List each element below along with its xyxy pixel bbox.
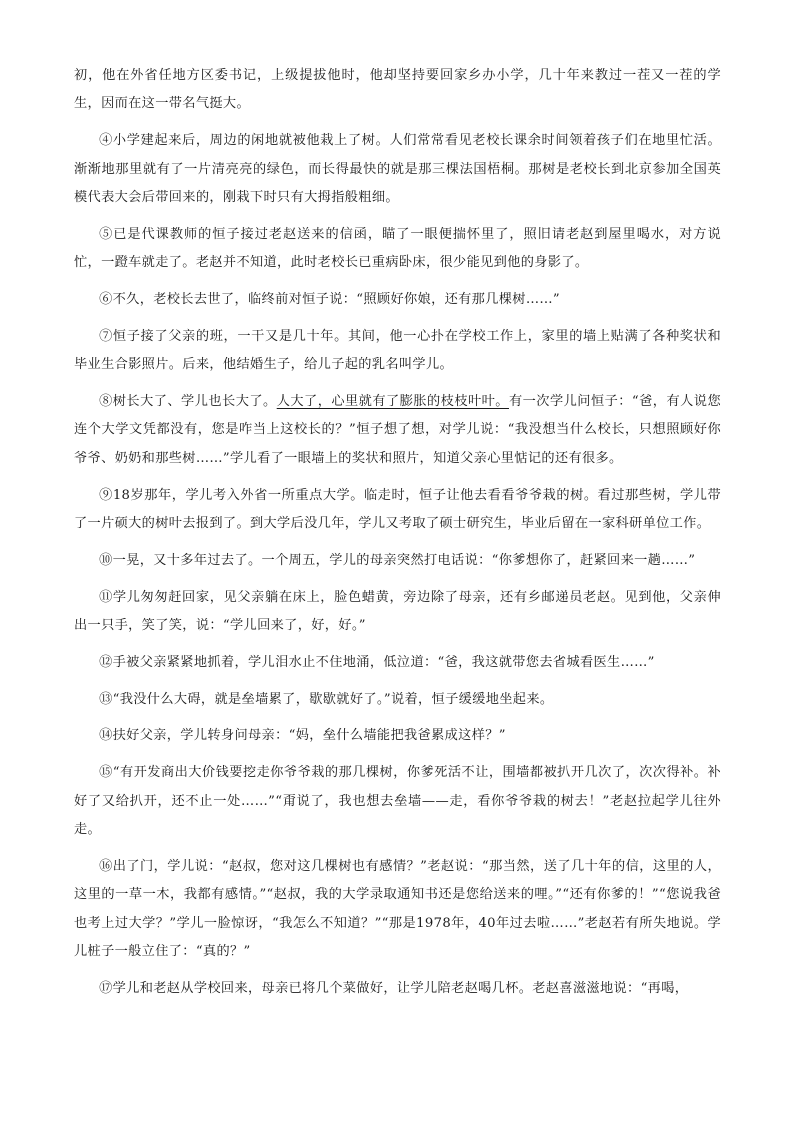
- paragraph-8-before: ⑧树长大了、学儿也长大了。: [99, 394, 277, 410]
- paragraph-13: ⑬“我没什么大碍，就是垒墙累了，歇歇就好了。”说着，恒子缓缓地坐起来。: [99, 691, 554, 707]
- paragraph-5: ⑤已是代课教师的恒子接过老赵送来的信函，瞄了一眼便揣怀里了，照旧请老赵到屋里喝水，对方说忙，一蹬车就走了。老赵并不知道，此时老校长已重病卧床，很少能见到他的身影了。: [74, 226, 721, 271]
- paragraph-17: ⑰学儿和老赵从学校回来，母亲已将几个菜做好，让学儿陪老赵喝几杯。老赵喜滋滋地说：“再喝，: [99, 980, 689, 996]
- story-body: [74, 62, 721, 1012]
- paragraph-15: ⑮“有开发商出大价钱要挖走你爷爷栽的那几棵树，你爹死活不让，围墙都被扒开几次了，次次得补。补好了又给扒开，还不止一处……”“甭说了，我也想去垒墙——走，看你爷爷栽的树去！”老赵拉起学儿往外走。: [74, 765, 721, 838]
- paragraph-6: ⑥不久，老校长去世了，临终前对恒子说：“照顾好你娘，还有那几棵树……”: [99, 292, 560, 308]
- paragraph-14: ⑭扶好父亲，学儿转身问母亲：“妈，垒什么墙能把我爸累成这样？”: [99, 728, 506, 744]
- paragraph-continued: 初，他在外省任地方区委书记，上级提拔他时，他却坚持要回家乡办小学，几十年来教过一茬又一茬的学生，因而在这一带名气挺大。: [74, 68, 721, 112]
- paragraph-11: ⑪学儿匆匆赶回家，见父亲躺在床上，脸色蜡黄，旁边除了母亲，还有乡邮递员老赵。见到他，父亲伸出一只手，笑了笑，说：“学儿回来了，好，好。”: [74, 589, 721, 634]
- paragraph-7: ⑦恒子接了父亲的班，一干又是几十年。其间，他一心扑在学校工作上，家里的墙上贴满了各种奖状和毕业生合影照片。后来，他结婚生子，给儿子起的乳名叫学儿。: [74, 328, 721, 373]
- paragraph-16: ⑯出了门，学儿说：“赵叔，您对这几棵树也有感情？”老赵说：“那当然，送了几十年的信，这里的人，这里的一草一木，我都有感情。”“赵叔，我的大学录取通知书还是您给送来的哩。”“还有你爹的！”“您说我爸也考上过大学？”学儿一脸惊讶，“我怎么不知道？”“那是1978年，40年过去啦……”老赵若有所失地说。学儿桩子一般立住了：“真的？”: [74, 858, 721, 960]
- underlined-sentence: 人大了，心里就有了膨胀的枝枝叶叶。: [276, 394, 509, 410]
- paragraph-8: [74, 388, 721, 473]
- paragraph-9: ⑨18岁那年，学儿考入外省一所重点大学。临走时，恒子让他去看看爷爷栽的树。看过那些树，学儿带了一片硕大的树叶去报到了。到大学后没几年，学儿又考取了硕士研究生，毕业后留在一家科研单位工作。: [74, 487, 721, 532]
- paragraph-4: ④小学建起来后，周边的闲地就被他栽上了树。人们常常看见老校长课余时间领着孩子们在地里忙活。渐渐地那里就有了一片清亮亮的绿色，而长得最快的就是那三棵法国梧桐。那树是老校长到北京参加全国英模代表大会后带回来的，刚栽下时只有大拇指般粗细。: [74, 133, 721, 206]
- paragraph-12: ⑫手被父亲紧紧地抓着，学儿泪水止不住地涌，低泣道：“爸，我这就带您去省城看医生……”: [99, 654, 655, 670]
- paragraph-10: ⑩一晃，又十多年过去了。一个周五，学儿的母亲突然打电话说：“你爹想你了，赶紧回来一趟……”: [99, 552, 696, 568]
- paragraph-8-after: 有一次学儿问恒子：“爸，有人说您连个大学文凭都没有，您是咋当上这校长的？”恒子想了想，对学儿说：“我没想当什么校长，只想照顾好你爷爷、奶奶和那些树……”学儿看了一眼墙上的奖状和照片，知道父亲心里惦记的还有很多。: [74, 394, 721, 466]
